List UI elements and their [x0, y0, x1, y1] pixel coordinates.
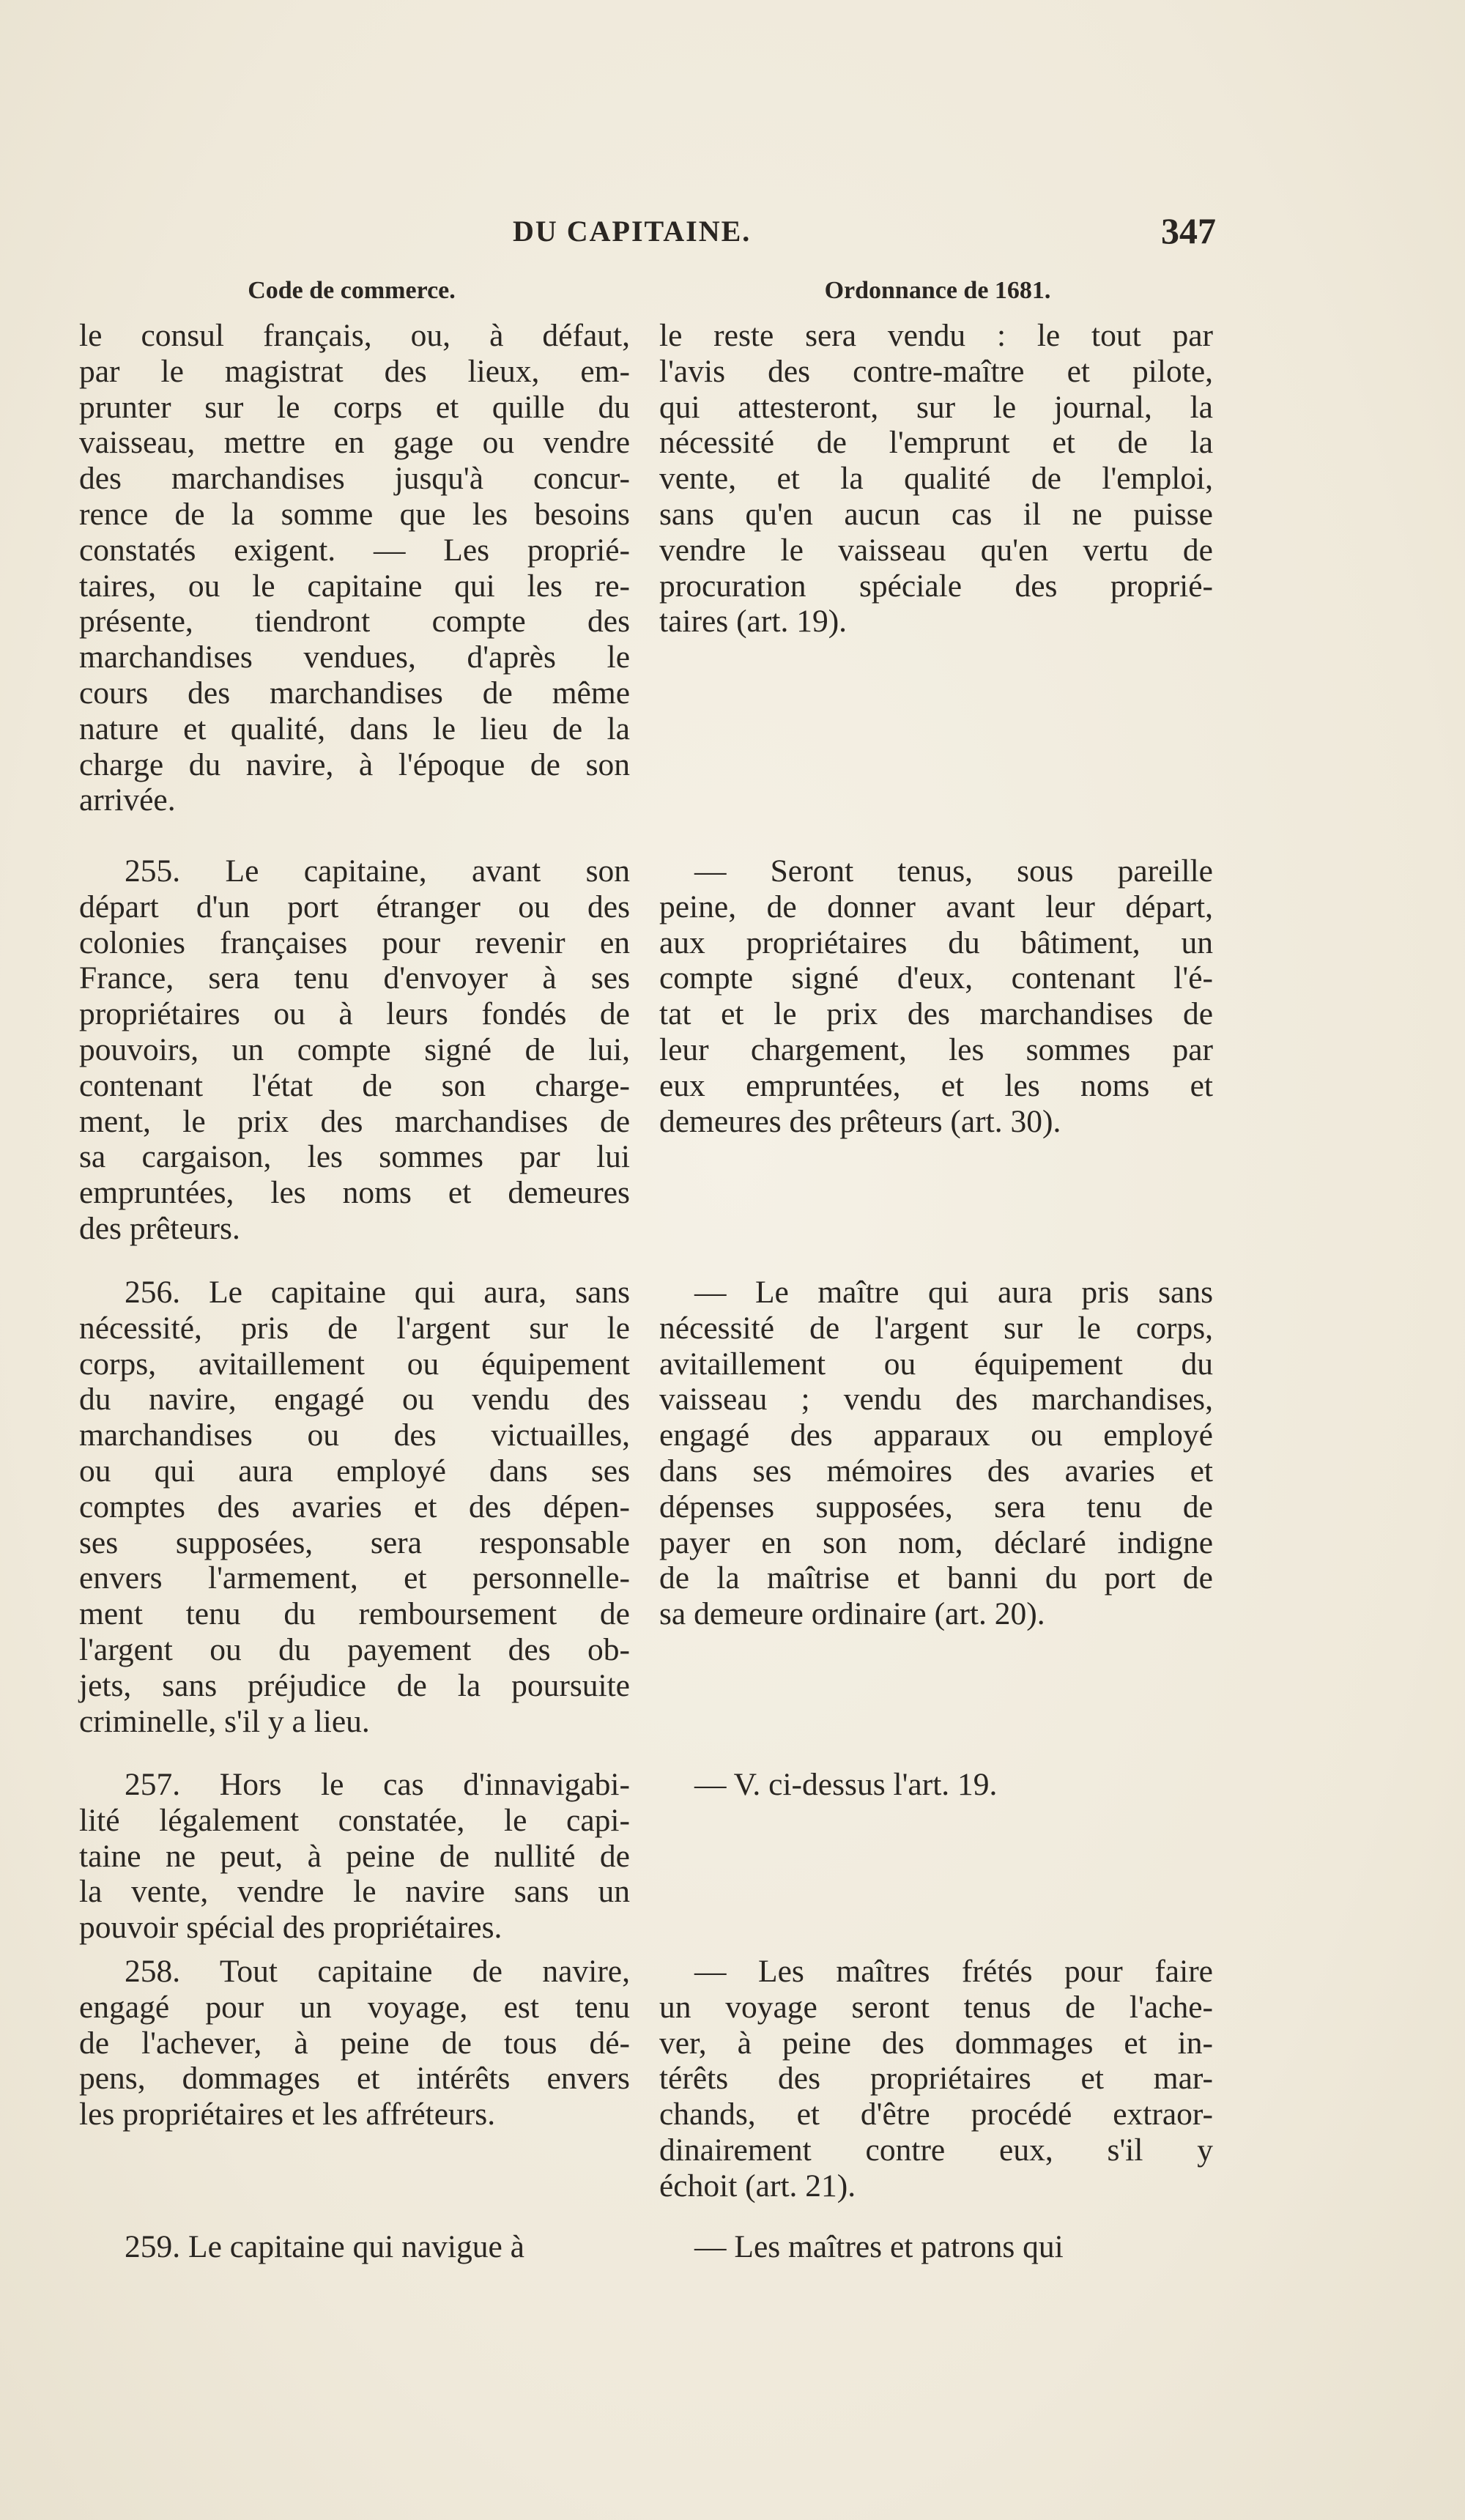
text-line: vaisseau ; vendu des marchandises,: [659, 1382, 1213, 1418]
text-line: le reste sera vendu : le tout par: [659, 318, 1213, 353]
text-line: ver, à peine des dommages et in-: [659, 2025, 1213, 2061]
ordonnance-art-21: [659, 1954, 1213, 2204]
text-line: l'avis des contre-maître et pilote,: [659, 353, 1213, 389]
text-line: pouvoir spécial des propriétaires.: [79, 1910, 502, 1946]
text-line: engagé des apparaux ou employé: [659, 1418, 1213, 1453]
text-line: ses supposées, sera responsable: [79, 1524, 630, 1560]
code-article-256: [79, 1275, 630, 1739]
text-line: taires, ou le capitaine qui les re-: [79, 568, 630, 604]
text-line: par le magistrat des lieux, em-: [79, 353, 630, 389]
text-line: — Les maîtres frétés pour faire: [694, 1954, 1213, 1989]
text-line: — Les maîtres et patrons qui: [694, 2229, 1064, 2264]
text-line: 256. Le capitaine qui aura, sans: [125, 1275, 630, 1310]
code-article-258: [79, 1954, 630, 2132]
text-line: pouvoirs, un compte signé de lui,: [79, 1031, 630, 1067]
text-line: jets, sans préjudice de la poursuite: [79, 1667, 630, 1703]
text-line: France, sera tenu d'envoyer à ses: [79, 960, 630, 996]
text-line: le consul français, ou, à défaut,: [79, 318, 630, 353]
text-line: colonies françaises pour revenir en: [79, 924, 630, 960]
text-line: 257. Hors le cas d'innavigabi-: [125, 1767, 630, 1802]
text-line: sans qu'en aucun cas il ne puisse: [659, 496, 1213, 532]
text-line: la vente, vendre le navire sans un: [79, 1874, 630, 1910]
text-line: leur chargement, les sommes par: [659, 1031, 1213, 1067]
text-line: ou qui aura employé dans ses: [79, 1453, 630, 1489]
text-line: de la maîtrise et banni du port de: [659, 1560, 1213, 1596]
text-line: cours des marchandises de même: [79, 675, 630, 711]
text-line: vente, et la qualité de l'emploi,: [659, 461, 1213, 497]
text-line: nécessité de l'argent sur le corps,: [659, 1310, 1213, 1346]
text-line: constatés exigent. — Les proprié-: [79, 532, 630, 568]
code-article-255: [79, 853, 630, 1247]
text-line: envers l'armement, et personnelle-: [79, 1560, 630, 1596]
text-line: ment tenu du remboursement de: [79, 1596, 630, 1632]
text-line: taine ne peut, à peine de nullité de: [79, 1838, 630, 1874]
text-line: l'argent ou du payement des ob-: [79, 1631, 630, 1667]
text-line: dinairement contre eux, s'il y: [659, 2132, 1213, 2168]
left-column-heading: Code de commerce.: [248, 277, 456, 304]
text-line: engagé pour un voyage, est tenu: [79, 1989, 630, 2025]
text-line: pens, dommages et intérêts envers: [79, 2061, 630, 2097]
text-line: demeures des prêteurs (art. 30).: [659, 1103, 1061, 1139]
text-line: 258. Tout capitaine de navire,: [125, 1954, 630, 1989]
text-line: du navire, engagé ou vendu des: [79, 1382, 630, 1418]
text-line: rence de la somme que les besoins: [79, 496, 630, 532]
text-line: marchandises vendues, d'après le: [79, 640, 630, 675]
text-line: des prêteurs.: [79, 1210, 240, 1246]
text-line: ment, le prix des marchandises de: [79, 1103, 630, 1139]
text-line: présente, tiendront compte des: [79, 604, 630, 640]
text-line: empruntées, les noms et demeures: [79, 1175, 630, 1211]
text-line: échoit (art. 21).: [659, 2168, 856, 2204]
text-line: tat et le prix des marchandises de: [659, 996, 1213, 1032]
ordonnance-art-30: [659, 853, 1213, 1139]
text-line: peine, de donner avant leur départ,: [659, 889, 1213, 924]
text-line: des marchandises jusqu'à concur-: [79, 461, 630, 497]
text-line: sa cargaison, les sommes par lui: [79, 1139, 630, 1175]
text-line: les propriétaires et les affréteurs.: [79, 2097, 496, 2132]
text-line: qui attesteront, sur le journal, la: [659, 389, 1213, 425]
text-line: aux propriétaires du bâtiment, un: [659, 924, 1213, 960]
text-line: — V. ci-dessus l'art. 19.: [694, 1767, 998, 1802]
text-line: procuration spéciale des proprié-: [659, 568, 1213, 604]
text-line: arrivée.: [79, 782, 176, 818]
text-line: dans ses mémoires des avaries et: [659, 1453, 1213, 1489]
text-line: départ d'un port étranger ou des: [79, 889, 630, 924]
text-line: nature et qualité, dans le lieu de la: [79, 711, 630, 746]
text-line: dépenses supposées, sera tenu de: [659, 1489, 1213, 1524]
text-line: comptes des avaries et des dépen-: [79, 1489, 630, 1524]
text-line: lité légalement constatée, le capi-: [79, 1802, 630, 1838]
running-title: DU CAPITAINE.: [513, 215, 752, 248]
text-line: compte signé d'eux, contenant l'é-: [659, 960, 1213, 996]
text-line: chands, et d'être procédé extraor-: [659, 2097, 1213, 2132]
text-line: — Le maître qui aura pris sans: [694, 1275, 1213, 1310]
text-line: 255. Le capitaine, avant son: [125, 853, 630, 889]
code-article-257: [79, 1767, 630, 1946]
ordonnance-ref-art-19: [659, 1767, 1213, 1803]
text-line: propriétaires ou à leurs fondés de: [79, 996, 630, 1032]
text-line: vaisseau, mettre en gage ou vendre: [79, 425, 630, 461]
text-line: un voyage seront tenus de l'ache-: [659, 1989, 1213, 2025]
text-line: 259. Le capitaine qui navigue à: [125, 2229, 524, 2264]
text-line: nécessité, pris de l'argent sur le: [79, 1310, 630, 1346]
text-line: de l'achever, à peine de tous dé-: [79, 2025, 630, 2061]
ordonnance-next-paragraph: [659, 2229, 1213, 2265]
text-line: marchandises ou des victuailles,: [79, 1418, 630, 1453]
text-line: criminelle, s'il y a lieu.: [79, 1703, 370, 1739]
text-line: charge du navire, à l'époque de son: [79, 746, 630, 782]
text-line: contenant l'état de son charge-: [79, 1067, 630, 1103]
text-line: térêts des propriétaires et mar-: [659, 2061, 1213, 2097]
code-paragraph-continued: [79, 318, 630, 818]
ordonnance-paragraph-continued: [659, 318, 1213, 640]
text-line: taires (art. 19).: [659, 604, 848, 640]
text-line: avitaillement ou équipement du: [659, 1346, 1213, 1382]
text-line: sa demeure ordinaire (art. 20).: [659, 1596, 1045, 1632]
ordonnance-art-20: [659, 1275, 1213, 1632]
page-number: 347: [1161, 210, 1216, 251]
text-line: prunter sur le corps et quille du: [79, 389, 630, 425]
text-line: vendre le vaisseau qu'en vertu de: [659, 532, 1213, 568]
text-line: payer en son nom, déclaré indigne: [659, 1524, 1213, 1560]
right-column-heading: Ordonnance de 1681.: [824, 277, 1051, 304]
code-article-259: [79, 2229, 630, 2265]
text-line: eux empruntées, et les noms et: [659, 1067, 1213, 1103]
text-line: corps, avitaillement ou équipement: [79, 1346, 630, 1382]
text-line: — Seront tenus, sous pareille: [694, 853, 1213, 889]
text-line: nécessité de l'emprunt et de la: [659, 425, 1213, 461]
running-head: [73, 210, 1216, 258]
